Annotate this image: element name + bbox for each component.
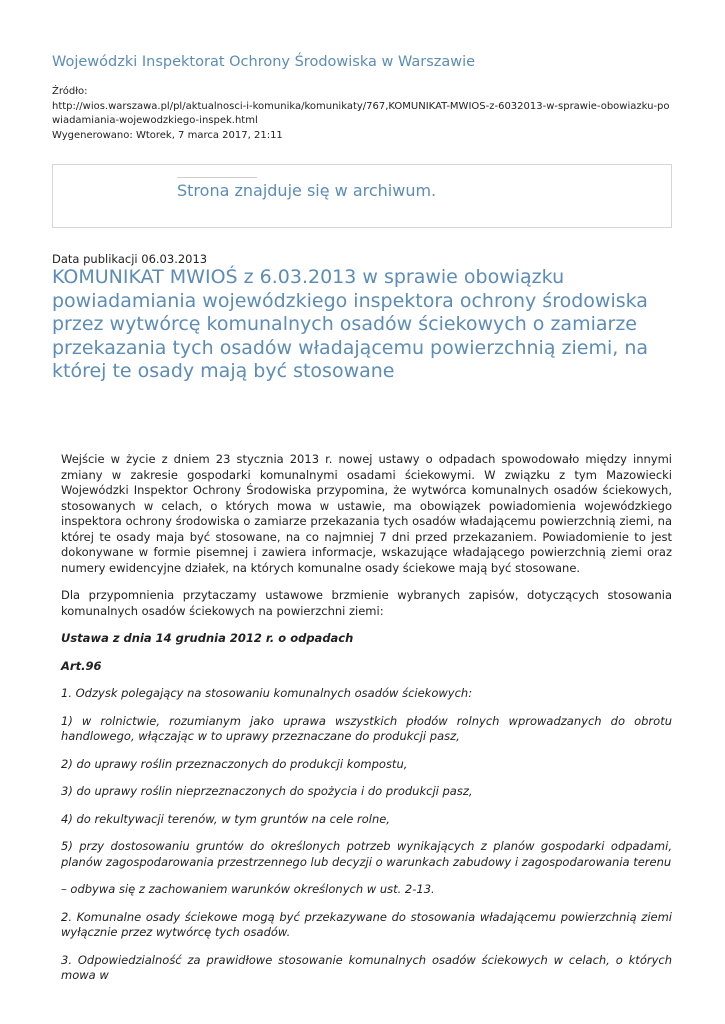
article-number: Art.96 [61,658,102,673]
archive-notice-box [52,164,672,228]
law-item: – odbywa się z zachowaniem warunków określonych w ust. 2-13. [61,882,435,896]
publication-date: Data publikacji 06.03.2013 [52,252,208,266]
law-item: 5) przy dostosowaniu gruntów do określonych potrzeb wynikających z planów gospodarki odpadami, planów zagospodarowania przestrzennego lub decyzji o warunkach zabudowy i zagospodarowania terenu [61,839,672,869]
source-meta [52,85,677,143]
law-title: Ustawa z dnia 14 grudnia 2012 r. o odpadach [61,631,354,645]
article-body [61,452,672,996]
law-item: 1) w rolnictwie, rozumianym jako uprawa wszystkich płodów rolnych wprowadzanych do obrotu handlowego, włączając w to uprawy przeznaczane do produkcji pasz, [61,713,672,743]
generated-date: Wygenerowano: Wtorek, 7 marca 2017, 21:11 [52,129,283,141]
article-title: KOMUNIKAT MWIOŚ z 6.03.2013 w sprawie obowiązku powiadamiania wojewódzkiego inspektora ochrony środowiska przez wytwórcę komunalnych osadów ściekowych o zamiarze przekazania tych osadów władającemu powierzchnią ziemi, na której te osady mają być stosowane [52,266,649,382]
law-item: 3. Odpowiedzialność za prawidłowe stosowanie komunalnych osadów ściekowych w celach, o których mowa w [61,952,672,982]
archive-divider [177,177,257,178]
law-item: 2) do uprawy roślin przeznaczonych do produkcji kompostu, [61,756,408,771]
source-url[interactable]: http://wios.warszawa.pl/pl/aktualnosci-i-komunika/komunikaty/767,KOMUNIKAT-MWIOS-z-6032013-w-sprawie-obowiazku-powiadamiania-wojewodzkiego-inspek.html [52,100,670,126]
body-paragraph: Dla przypomnienia przytaczamy ustawowe brzmienie wybranych zapisów, dotyczących stosowania komunalnych osadów ściekowych na powierzchni ziemi: [61,588,672,618]
law-item: 2. Komunalne osady ściekowe mogą być przekazywane do stosowania władającemu powierzchnią ziemi wyłącznie przez wytwórcę tych osadów. [61,909,672,939]
body-paragraph: Wejście w życie z dniem 23 stycznia 2013 r. nowej ustawy o odpadach spowodowało między innymi zmiany w zakresie gospodarki komunalnymi osadami ściekowymi. W związku z tym Mazowiecki Wojewódzki Inspektor Ochrony Środowiska przypomina, że wytwórca komunalnych osadów ściekowych, stosowanych w celach, o których mowa w ustawie, ma obowiązek powiadomienia wojewódzkiego inspektora ochrony środowiska o zamiarze przekazania tych osadów władającemu powierzchnią ziemi, na której te osady maja być stosowane, na co najmniej 7 dni przed przekazaniem. Powiadomienie to jest dokonywane w formie pisemnej i zawiera informacje, wskazujące władającego powierzchnią ziemi oraz numery ewidencyjne działek, na których komunalne osady ściekowe mają być stosowane. [61,452,672,575]
archive-notice: Strona znajduje się w archiwum. [177,181,437,200]
law-item: 4) do rekultywacji terenów, w tym gruntów na cele rolne, [61,811,390,826]
law-item: 3) do uprawy roślin nieprzeznaczonych do spożycia i do produkcji pasz, [61,784,473,798]
law-item: 1. Odzysk polegający na stosowaniu komunalnych osadów ściekowych: [61,686,473,700]
organization-name: Wojewódzki Inspektorat Ochrony Środowiska w Warszawie [52,54,476,70]
source-label: Źródło: [52,86,88,97]
